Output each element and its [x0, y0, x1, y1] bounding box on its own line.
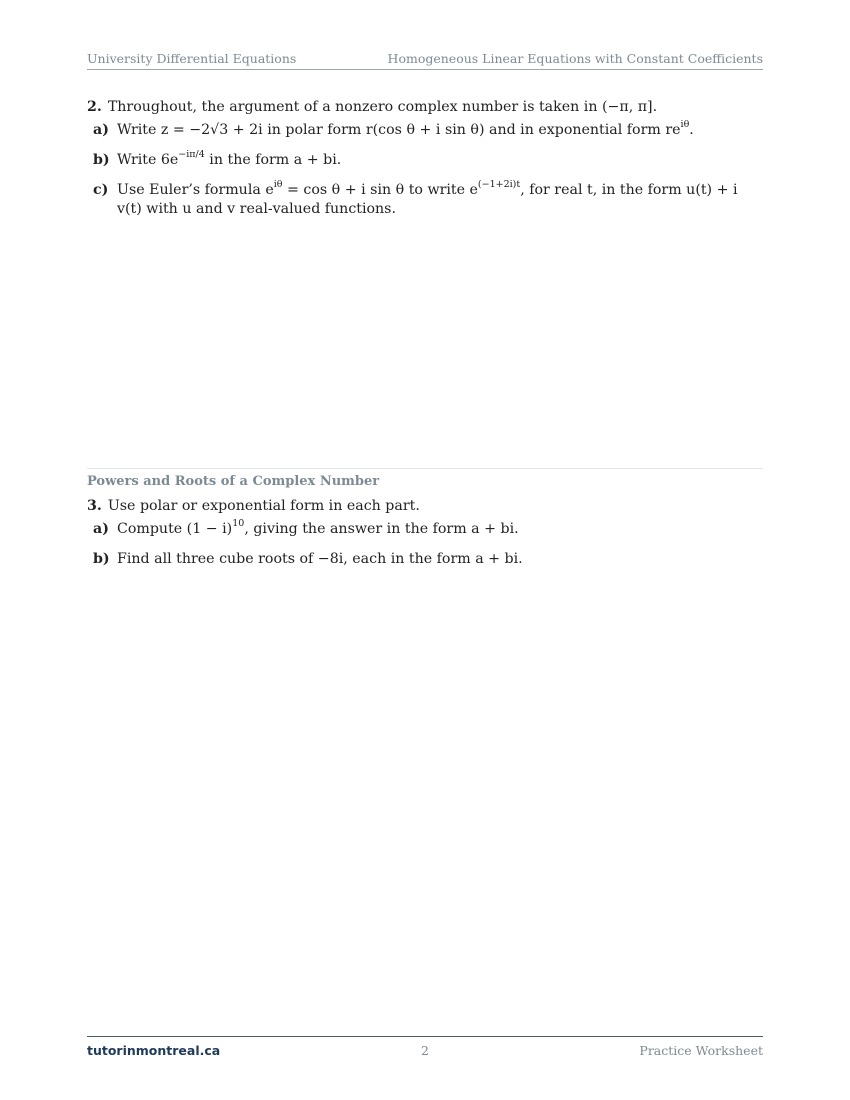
footer-site-link[interactable]: tutorinmontreal.ca	[87, 1043, 221, 1058]
section-title: Powers and Roots of a Complex Number	[87, 474, 380, 489]
part-label: b)	[93, 551, 110, 567]
page-header	[87, 51, 763, 70]
problem-2-part-b	[87, 151, 763, 170]
header-topic-title: Homogeneous Linear Equations with Constant Coefficients	[387, 51, 763, 66]
problem-2	[87, 98, 763, 230]
part-label: a)	[93, 521, 109, 537]
problem-3-intro	[87, 497, 763, 516]
problem-2-part-c	[87, 181, 763, 219]
part-text: Compute $(1 - i)^{10}$, giving the answer in the form a + bi.	[117, 518, 519, 537]
footer-page-number: 2	[421, 1043, 429, 1058]
section-divider	[87, 468, 763, 489]
part-text: Use Euler’s formula $e^{i\theta} = \cos \theta + i$ sin θ to write $e^{(-1+2i)t}$, for real t, in the form u(t) + i v(t) with u and v real-valued functions.	[117, 179, 738, 217]
part-label: b)	[93, 152, 110, 168]
part-text: Find all three cube roots of −8i, each in the form a + bi.	[117, 551, 523, 567]
problem-3-part-a	[87, 520, 763, 539]
part-label: c)	[93, 182, 109, 198]
problem-2-intro-text: Throughout, the argument of a nonzero complex number is taken in (−π, π].	[107, 99, 658, 115]
header-course-title: University Differential Equations	[87, 51, 297, 66]
problem-2-part-a	[87, 121, 763, 140]
problem-3	[87, 497, 763, 580]
problem-3-part-b	[87, 550, 763, 569]
problem-3-intro-text: Use polar or exponential form in each part.	[107, 498, 420, 514]
part-text: Write $6e^{-i\pi/4}$ in the form a + bi.	[117, 149, 342, 168]
part-text: Write z = −2√3 + 2i in polar form r(cos θ + i sin θ) and in exponential form $re^{i\theta}$.	[117, 119, 694, 138]
footer-worksheet-label: Practice Worksheet	[639, 1043, 763, 1058]
problem-2-intro	[87, 98, 763, 117]
problem-2-number: 2.	[87, 99, 102, 115]
part-label: a)	[93, 122, 109, 138]
page-footer	[87, 1036, 763, 1058]
problem-3-number: 3.	[87, 498, 102, 514]
